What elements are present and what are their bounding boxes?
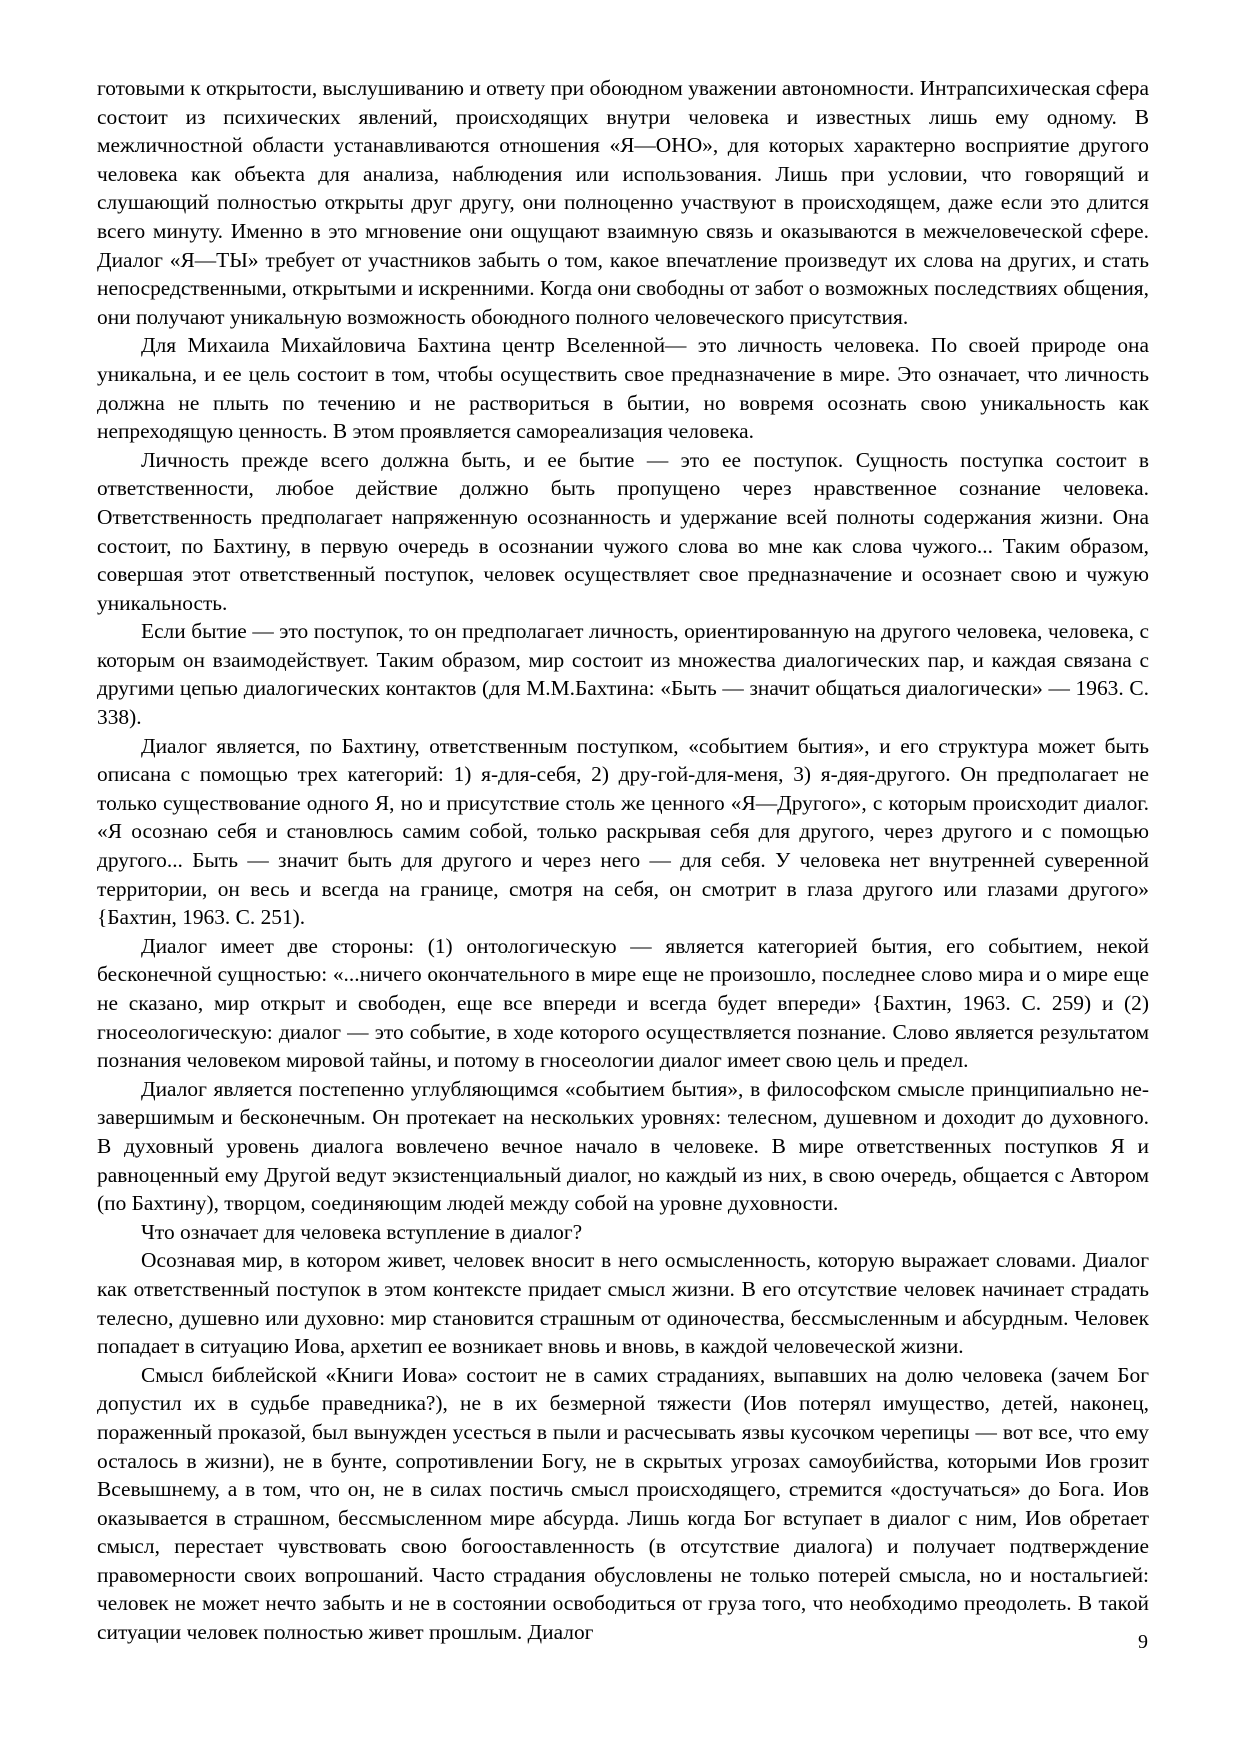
page-text-body xyxy=(97,74,1149,1647)
page-number: 9 xyxy=(1138,1631,1148,1653)
paragraph: Что означает для человека вступление в диалог? xyxy=(141,1219,583,1244)
paragraph: Диалог имеет две стороны: (1) онтологическую — является категорией бытия, его событием, некой бесконечной сущностью: «...ничего окончательного в мире еще не произошло, последнее слово мира и о мире еще не сказано, мир открыт и свободен, еще все впереди и всегда будет впереди» {Бахтин, 1963. С. 259) и (2) гносеологическую: диалог — это событие, в ходе которого осуществляется познание. Слово является результатом познания человеком мировой тайны, и потому в гносеологии диалог имеет свою цель и предел. xyxy=(97,933,1149,1073)
paragraph: Смысл библейской «Книги Иова» состоит не в самих страданиях, выпавших на долю человека (зачем Бог допустил их в судьбе праведника?), не в их безмерной тяжести (Иов потерял имущество, детей, наконец, пораженный проказой, был вынужден усесться в пыли и расчесывать язвы кусочком черепицы — вот все, что ему осталось в жизни), не в бунте, сопротивлении Богу, не в скрытых угрозах самоубийства, которыми Иов грозит Всевышнему, а в том, что он, не в силах постичь смысл происходящего, стремится «достучаться» до Бога. Иов оказывается в страшном, бессмысленном мире абсурда. Лишь когда Бог вступает в диалог с ним, Иов обретает смысл, перестает чувствовать свою богооставленность (в отсутствие диалога) и получает подтверждение правомерности своих вопрошаний. Часто страдания обусловлены не только потерей смысла, но и ностальгией: человек не может нечто забыть и не в состоянии освободиться от груза того, что необходимо преодолеть. В такой ситуации человек полностью живет прошлым. Диалог xyxy=(97,1362,1149,1645)
paragraph: Диалог является, по Бахтину, ответственным поступком, «событием бытия», и его структура может быть описана с помощью трех категорий: 1) я-для-себя, 2) дру-гой-для-меня, 3) я-дяя-другого. Он предполагает не только существование одного Я, но и присутствие столь же ценного «Я—Другого», с которым происходит диалог. «Я осознаю себя и становлюсь самим собой, только раскрывая себя для другого, через другого и с помощью другого... Быть — значит быть для другого и через него — для себя. У человека нет внутренней суверенной территории, он весь и всегда на границе, смотря на себя, он смотрит в глаза другого или глазами другого» {Бахтин, 1963. С. 251). xyxy=(97,733,1149,930)
paragraph: Личность прежде всего должна быть, и ее бытие — это ее поступок. Сущность поступка состоит в ответственности, любое действие должно быть пропущено через нравственное сознание человека. Ответственность предполагает напряженную осознанность и удержание всей полноты содержания жизни. Она состоит, по Бахтину, в первую очередь в осознании чужого слова во мне как слова чужого... Таким образом, совершая этот ответственный поступок, человек осуществляет свое предназначение и осознает свою и чужую уникальность. xyxy=(97,447,1149,615)
paragraph: Осознавая мир, в котором живет, человек вносит в него осмысленность, которую выражает словами. Диалог как ответственный поступок в этом контексте придает смысл жизни. В его отсутствие человек начинает страдать телесно, душевно или духовно: мир становится страшным от одиночества, бессмысленным и абсурдным. Человек попадает в ситуацию Иова, архетип ее возникает вновь и вновь, в каждой человеческой жизни. xyxy=(97,1248,1149,1359)
paragraph: Для Михаила Михайловича Бахтина центр Вселенной— это личность человека. По своей природе она уникальна, и ее цель состоит в том, чтобы осуществить свое предназначение в мире. Это означает, что личность должна не плыть по течению и не раствориться в бытии, но вовремя осознать свою уникальность как непреходящую ценность. В этом проявляется самореализация человека. xyxy=(97,333,1149,444)
paragraph: Диалог является постепенно углубляющимся «событием бытия», в философском смысле принципиально не-завершимым и бесконечным. Он протекает на нескольких уровнях: телесном, душевном и доходит до духовного. В духовный уровень диалога вовлечено вечное начало в человеке. В мире ответственных поступков Я и равноценный ему Другой ведут экзистенциальный диалог, но каждый из них, в свою очередь, общается с Автором (по Бахтину), творцом, соединяющим людей между собой на уровне духовности. xyxy=(97,1076,1149,1216)
paragraph: готовыми к открытости, выслушиванию и ответу при обоюдном уважении автономности. Интрапсихическая сфера состоит из психических явлений, происходящих внутри человека и известных лишь ему одному. В межличностной области устанавливаются отношения «Я—ОНО», для которых характерно восприятие другого человека как объекта для анализа, наблюдения или использования. Лишь при условии, что говорящий и слушающий полностью открыты друг другу, они полноценно участвуют в происходящем, даже если это длится всего минуту. Именно в это мгновение они ощущают взаимную связь и оказываются в межчеловеческой сфере. Диалог «Я—ТЫ» требует от участников забыть о том, какое впечатление произведут их слова на других, и стать непосредственными, открытыми и искренними. Когда они свободны от забот о возможных последствиях общения, они получают уникальную возможность обоюдного полного человеческого присутствия. xyxy=(97,76,1149,329)
paragraph: Если бытие — это поступок, то он предполагает личность, ориентированную на другого человека, человека, с которым он взаимодействует. Таким образом, мир состоит из множества диалогических пар, и каждая связана с другими цепью диалогических контактов (для М.М.Бахтина: «Быть — значит общаться диалогически» — 1963. С. 338). xyxy=(97,619,1149,730)
